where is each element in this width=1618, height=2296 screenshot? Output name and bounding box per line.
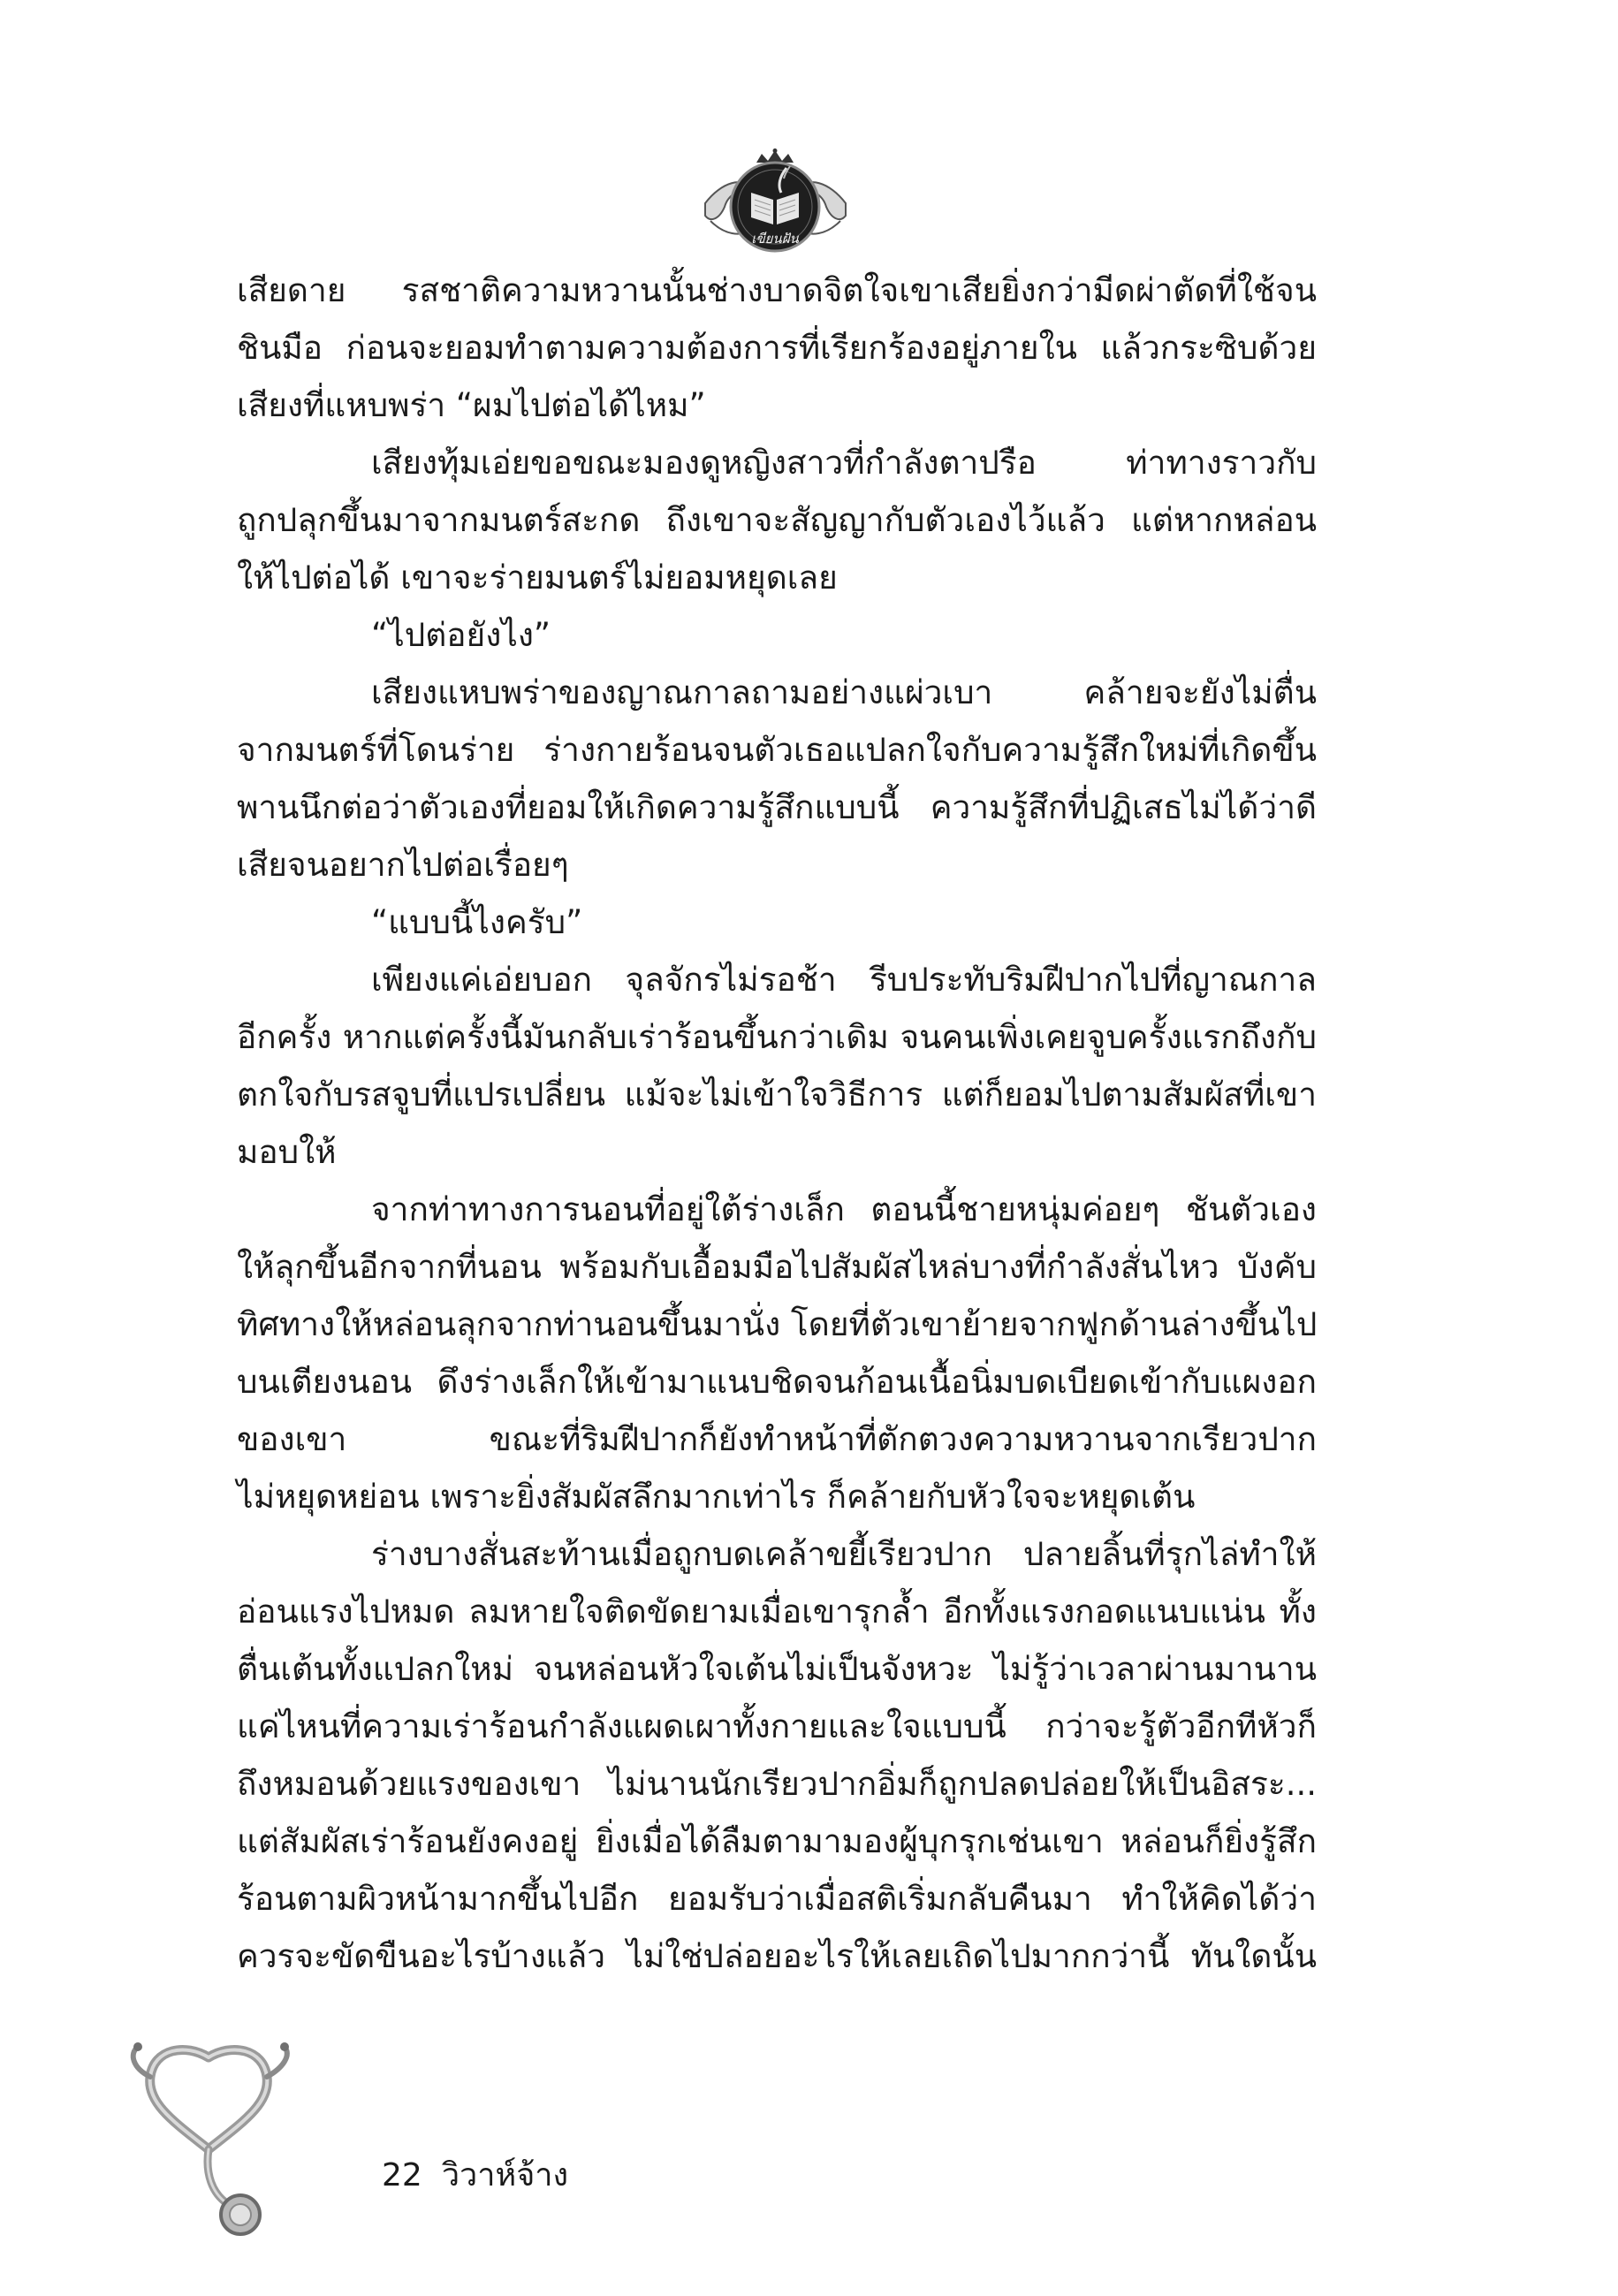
text-line: มอบให้ [237, 1133, 337, 1171]
text-line: เสียดาย รสชาติความหวานนั้นช่างบาดจิตใจเขาเสียยิ่งกว่ามีดผ่าตัดที่ใช้จน [237, 271, 1317, 309]
text-line: ตื่นเต้นทั้งแปลกใหม่ จนหล่อนหัวใจเต้นไม่เป็นจังหวะ ไม่รู้ว่าเวลาผ่านมานาน [237, 1650, 1317, 1688]
text-line: ควรจะขัดขืนอะไรบ้างแล้ว ไม่ใช่ปล่อยอะไรให้เลยเถิดไปมากกว่านี้ ทันใดนั้น [237, 1937, 1317, 1975]
text-line: แค่ไหนที่ความเร่าร้อนกำลังแผดเผาทั้งกายและใจแบบนี้ กว่าจะรู้ตัวอีกทีหัวก็ [237, 1707, 1317, 1745]
text-line: เสียจนอยากไปต่อเรื่อยๆ [237, 846, 569, 884]
stethoscope-decoration [124, 2041, 314, 2240]
text-line: ร้อนตามผิวหน้ามากขึ้นไปอีก ยอมรับว่าเมื่อสติเริ่มกลับคืนมา ทำให้คิดได้ว่า [237, 1880, 1317, 1918]
text-line: เสียงทุ้มเอ่ยขอขณะมองดูหญิงสาวที่กำลังตาปรือ ท่าทางราวกับ [371, 444, 1317, 482]
text-line: จากท่าทางการนอนที่อยู่ใต้ร่างเล็ก ตอนนี้ชายหนุ่มค่อยๆ ชันตัวเอง [371, 1190, 1317, 1228]
text-line: “แบบนี้ไงครับ” [371, 903, 583, 941]
text-line: ให้ลุกขึ้นอีกจากที่นอน พร้อมกับเอื้อมมือไปสัมผัสไหล่บางที่กำลังสั่นไหว บังคับ [237, 1248, 1317, 1286]
book-emblem-icon [698, 148, 853, 262]
stethoscope-heart-icon [124, 2041, 314, 2240]
text-line: ไม่หยุดหย่อน เพราะยิ่งสัมผัสลึกมากเท่าไร ก็คล้ายกับหัวใจจะหยุดเต้น [237, 1478, 1196, 1516]
book-title: วิวาห์จ้าง [441, 2157, 569, 2193]
text-line: ถึงหมอนด้วยแรงของเขา ไม่นานนักเรียวปากอิ่มก็ถูกปลดปล่อยให้เป็นอิสระ... [237, 1765, 1317, 1803]
text-line: ร่างบางสั่นสะท้านเมื่อถูกบดเคล้าขยี้เรียวปาก ปลายลิ้นที่รุกไล่ทำให้ [371, 1535, 1317, 1573]
text-line: เสียงแหบพร่าของญาณกาลถามอย่างแผ่วเบา คล้ายจะยังไม่ตื่น [371, 673, 1317, 711]
text-line: ตกใจกับรสจูบที่แปรเปลี่ยน แม้จะไม่เข้าใจวิธีการ แต่ก็ยอมไปตามสัมผัสที่เขา [237, 1076, 1317, 1114]
text-line: พานนึกต่อว่าตัวเองที่ยอมให้เกิดความรู้สึกแบบนี้ ความรู้สึกที่ปฏิเสธไม่ได้ว่าดี [237, 788, 1317, 826]
text-line: แต่สัมผัสเร่าร้อนยังคงอยู่ ยิ่งเมื่อได้ลืมตามามองผู้บุกรุกเช่นเขา หล่อนก็ยิ่งรู้สึก [237, 1822, 1317, 1860]
text-line: ชินมือ ก่อนจะยอมทำตามความต้องการที่เรียกร้องอยู่ภายใน แล้วกระซิบด้วย [237, 329, 1317, 367]
text-line: ทิศทางให้หล่อนลุกจากท่านอนขึ้นมานั่ง โดยที่ตัวเขาย้ายจากฟูกด้านล่างขึ้นไป [237, 1305, 1318, 1343]
publisher-emblem [698, 148, 853, 262]
text-line: ให้ไปต่อได้ เขาจะร่ายมนตร์ไม่ยอมหยุดเลย [237, 559, 838, 597]
text-line: เสียงที่แหบพร่า “ผมไปต่อได้ไหม” [237, 386, 706, 424]
page-footer [382, 2149, 568, 2200]
emblem-text: เขียนฝัน [751, 231, 799, 247]
text-line: จากมนตร์ที่โดนร่าย ร่างกายร้อนจนตัวเธอแปลกใจกับความรู้สึกใหม่ที่เกิดขึ้น [237, 731, 1317, 769]
text-line: บนเตียงนอน ดึงร่างเล็กให้เข้ามาแนบชิดจนก้อนเนื้อนิ่มบดเบียดเข้ากับแผงอก [237, 1363, 1317, 1401]
text-line: ถูกปลุกขึ้นมาจากมนตร์สะกด ถึงเขาจะสัญญากับตัวเองไว้แล้ว แต่หากหล่อน [237, 501, 1317, 539]
text-line: เพียงแค่เอ่ยบอก จุลจักรไม่รอช้า รีบประทับริมฝีปากไปที่ญาณกาล [371, 961, 1317, 999]
page-number: 22 [382, 2157, 422, 2193]
text-line: ของเขา ขณะที่ริมฝีปากก็ยังทำหน้าที่ตักตวงความหวานจากเรียวปาก [237, 1420, 1317, 1458]
text-line: อ่อนแรงไปหมด ลมหายใจติดขัดยามเมื่อเขารุกล้ำ อีกทั้งแรงกอดแนบแน่น ทั้ง [237, 1593, 1317, 1631]
chapter-text [237, 262, 1317, 1985]
text-line: อีกครั้ง หากแต่ครั้งนี้มันกลับเร่าร้อนขึ้นกว่าเดิม จนคนเพิ่งเคยจูบครั้งแรกถึงกับ [237, 1018, 1317, 1056]
text-line: “ไปต่อยังไง” [371, 616, 551, 654]
